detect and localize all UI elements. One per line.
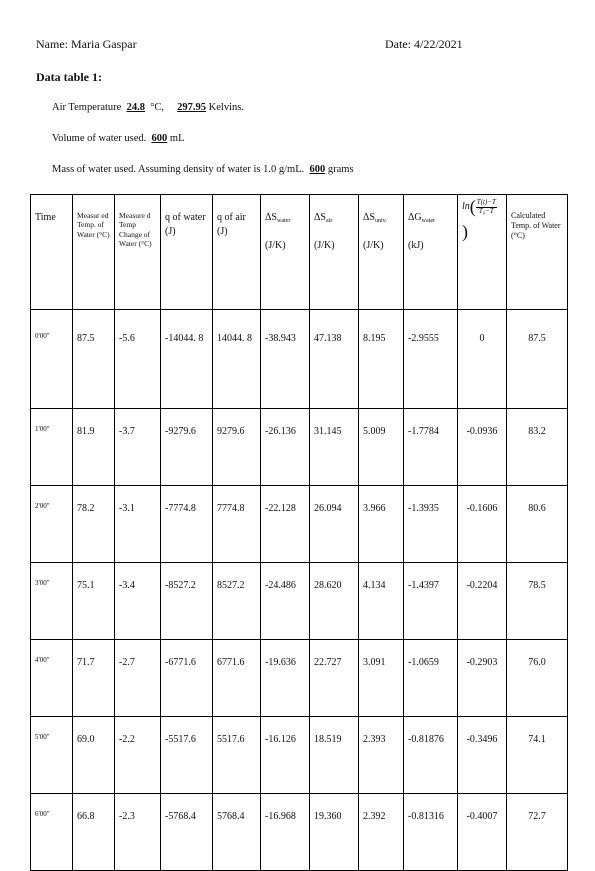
table-row [31, 563, 568, 640]
cell-ds-univ: 2.392 [359, 794, 404, 871]
cell-ds-air: 47.138 [310, 310, 359, 409]
cell-time: 4'00" [31, 640, 73, 717]
cell-time: 6'00" [31, 794, 73, 871]
cell-temp-change: -5.6 [115, 310, 161, 409]
table-row [31, 794, 568, 871]
volume-label: Volume of water used. [52, 133, 147, 144]
cell-temp-change: -2.3 [115, 794, 161, 871]
cell-measured-temp: 69.0 [73, 717, 115, 794]
cell-ds-univ: 3.091 [359, 640, 404, 717]
cell-measured-temp: 87.5 [73, 310, 115, 409]
cell-ds-air: 18.519 [310, 717, 359, 794]
cell-temp-change: -2.7 [115, 640, 161, 717]
cell-measured-temp: 66.8 [73, 794, 115, 871]
cell-ds-air: 22.727 [310, 640, 359, 717]
header-temp-change: Measure d Temp Change of Water (°C) [115, 195, 161, 310]
cell-time: 1'00" [31, 409, 73, 486]
cell-calc-temp: 76.0 [507, 640, 568, 717]
cell-ds-water: -16.126 [261, 717, 310, 794]
cell-measured-temp: 81.9 [73, 409, 115, 486]
cell-ln-ratio: -0.3496 [458, 717, 507, 794]
cell-ds-air: 19.360 [310, 794, 359, 871]
table-row [31, 310, 568, 409]
cell-calc-temp: 78.5 [507, 563, 568, 640]
cell-q-air: 6771.6 [213, 640, 261, 717]
cell-ds-univ: 4.134 [359, 563, 404, 640]
cell-ds-air: 26.094 [310, 486, 359, 563]
cell-q-air: 8527.2 [213, 563, 261, 640]
cell-ln-ratio: 0 [458, 310, 507, 409]
ds-air-subscript: air [326, 218, 333, 224]
ds-water-symbol: ΔS [265, 212, 277, 223]
air-temp-celsius-unit: °C, [150, 102, 165, 113]
volume-line [52, 133, 185, 144]
cell-q-air: 5517.6 [213, 717, 261, 794]
dg-water-unit: (kJ) [408, 239, 424, 251]
cell-ln-ratio: -0.2903 [458, 640, 507, 717]
cell-ds-univ: 3.966 [359, 486, 404, 563]
cell-measured-temp: 75.1 [73, 563, 115, 640]
volume-unit: mL [169, 133, 185, 144]
cell-temp-change: -3.1 [115, 486, 161, 563]
ds-air-unit: (J/K) [314, 239, 335, 251]
ds-water-subscript: water [277, 218, 291, 224]
cell-ds-univ: 2.393 [359, 717, 404, 794]
cell-calc-temp: 74.1 [507, 717, 568, 794]
cell-ds-univ: 5.009 [359, 409, 404, 486]
air-temperature-line [52, 102, 244, 113]
cell-ds-water: -24.486 [261, 563, 310, 640]
cell-measured-temp: 71.7 [73, 640, 115, 717]
mass-value: 600 [309, 164, 326, 175]
cell-ds-water: -19.636 [261, 640, 310, 717]
ds-air-symbol: ΔS [314, 212, 326, 223]
table-row [31, 409, 568, 486]
air-temp-label: Air Temperature [52, 102, 122, 113]
cell-ds-water: -16.968 [261, 794, 310, 871]
cell-ln-ratio: -0.4007 [458, 794, 507, 871]
header-ds-air [310, 195, 359, 310]
header-ds-water [261, 195, 310, 310]
cell-dg-water: -1.7784 [404, 409, 458, 486]
cell-measured-temp: 78.2 [73, 486, 115, 563]
table-row [31, 486, 568, 563]
table-row [31, 640, 568, 717]
header-dg-water [404, 195, 458, 310]
cell-dg-water: -1.0659 [404, 640, 458, 717]
header-calc-temp: Calculated Temp. of Water (°C) [507, 195, 568, 310]
data-table [30, 194, 568, 871]
ln-fraction [476, 199, 497, 215]
air-temp-kelvin-unit: Kelvins. [208, 102, 244, 113]
mass-label: Mass of water used. Assuming density of water is 1.0 g/mL. [52, 164, 305, 175]
cell-ln-ratio: -0.2204 [458, 563, 507, 640]
cell-ds-air: 31.145 [310, 409, 359, 486]
cell-time: 2'00" [31, 486, 73, 563]
mass-line [52, 164, 354, 175]
cell-ds-univ: 8.195 [359, 310, 404, 409]
ln-formula: ln( $\frac{T(t)-T}{\text{T₀−T}}$ ) [462, 197, 496, 242]
cell-q-water: -7774.8 [161, 486, 213, 563]
ds-univ-unit: (J/K) [363, 239, 384, 251]
cell-ds-water: -26.136 [261, 409, 310, 486]
cell-q-water: -5517.6 [161, 717, 213, 794]
cell-time: 0'00" [31, 310, 73, 409]
cell-dg-water: -2.9555 [404, 310, 458, 409]
cell-q-air: 9279.6 [213, 409, 261, 486]
air-temp-celsius-value: 24.8 [126, 102, 145, 113]
header-time: Time [31, 195, 73, 310]
cell-temp-change: -3.7 [115, 409, 161, 486]
ln-symbol: ln [462, 201, 470, 213]
cell-q-water: -8527.2 [161, 563, 213, 640]
cell-ln-ratio: -0.1606 [458, 486, 507, 563]
cell-dg-water: -0.81316 [404, 794, 458, 871]
volume-value: 600 [151, 133, 168, 144]
cell-dg-water: -1.3935 [404, 486, 458, 563]
student-name: Name: Maria Gaspar [36, 37, 137, 51]
cell-temp-change: -2.2 [115, 717, 161, 794]
header-ds-univ [359, 195, 404, 310]
ds-univ-symbol: ΔS [363, 212, 375, 223]
table-row [31, 717, 568, 794]
cell-ds-water: -22.128 [261, 486, 310, 563]
mass-unit: grams [327, 164, 354, 175]
ln-numerator: T(t)−T [476, 197, 496, 206]
header-measured-temp: Measur ed Temp. of Water (°C) [73, 195, 115, 310]
report-date: Date: 4/22/2021 [385, 37, 463, 51]
ds-water-unit: (J/K) [265, 239, 286, 251]
cell-time: 3'00" [31, 563, 73, 640]
ln-denominator: T₀−T [478, 206, 494, 215]
cell-ln-ratio: -0.0936 [458, 409, 507, 486]
header-q-water: q of water (J) [161, 195, 213, 310]
cell-time: 5'00" [31, 717, 73, 794]
cell-temp-change: -3.4 [115, 563, 161, 640]
dg-water-symbol: ΔG [408, 212, 422, 223]
cell-calc-temp: 72.7 [507, 794, 568, 871]
table-header-row [31, 195, 568, 310]
cell-q-air: 7774.8 [213, 486, 261, 563]
cell-calc-temp: 87.5 [507, 310, 568, 409]
header-q-air: q of air (J) [213, 195, 261, 310]
cell-calc-temp: 80.6 [507, 486, 568, 563]
dg-water-subscript: water [421, 218, 435, 224]
cell-calc-temp: 83.2 [507, 409, 568, 486]
cell-q-water: -14044. 8 [161, 310, 213, 409]
cell-q-air: 5768.4 [213, 794, 261, 871]
cell-q-water: -9279.6 [161, 409, 213, 486]
cell-q-water: -6771.6 [161, 640, 213, 717]
cell-q-air: 14044. 8 [213, 310, 261, 409]
cell-q-water: -5768.4 [161, 794, 213, 871]
cell-ds-water: -38.943 [261, 310, 310, 409]
header-ln-ratio [458, 195, 507, 310]
data-table-title: Data table 1: [36, 70, 102, 84]
cell-ds-air: 28.620 [310, 563, 359, 640]
air-temp-kelvin-value: 297.95 [177, 102, 207, 113]
ds-univ-subscript: univ. [375, 218, 387, 224]
cell-dg-water: -0.81876 [404, 717, 458, 794]
cell-dg-water: -1.4397 [404, 563, 458, 640]
